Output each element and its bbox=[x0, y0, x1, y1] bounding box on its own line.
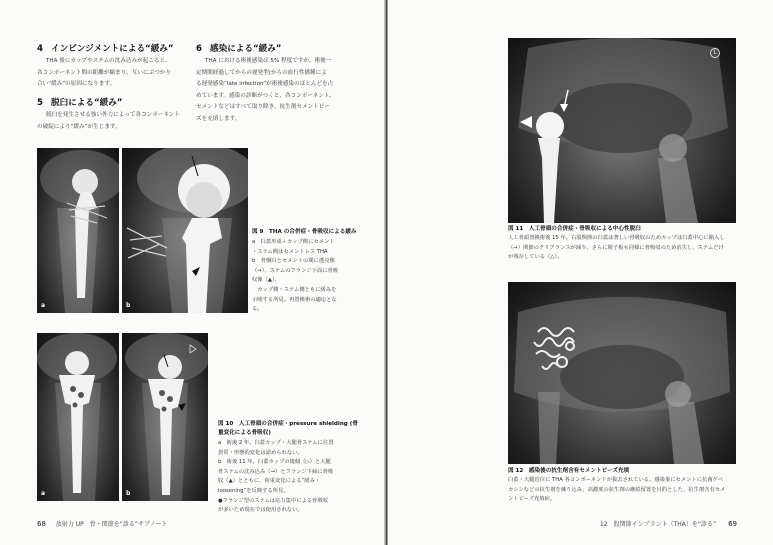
section-6-number: 6 bbox=[196, 44, 202, 54]
figure-9-caption-title: 図 9 THA の合併症・骨吸収による緩み bbox=[252, 229, 357, 235]
figure-9a-xray bbox=[37, 148, 119, 313]
right-page-number: 69 bbox=[728, 520, 737, 528]
right-page bbox=[388, 0, 773, 545]
section-4-number: 4 bbox=[37, 44, 43, 54]
figure-12-caption-title: 図 12 感染後の抗生剤含有セメントビーズ充填 bbox=[508, 468, 630, 474]
section-5-title: 脱臼による“緩み” bbox=[51, 98, 123, 108]
section-4-title: インピンジメントによる“緩み” bbox=[51, 44, 174, 54]
left-footer bbox=[37, 519, 167, 528]
figure-10b-label: b bbox=[126, 490, 131, 497]
figure-10a-xray bbox=[37, 333, 119, 501]
figure-9a-label: a bbox=[41, 302, 46, 309]
left-running-title: 放射力 UP 骨・関節を“診る”サブノート bbox=[55, 521, 168, 528]
section-5-body: 脱臼を発生させる強い外力によって各コンポーネント の破綻により“緩み”が生じます。 bbox=[37, 112, 180, 130]
figure-11-caption-title: 図 11 人工骨頭の合併症・骨吸収による中心性脱臼 bbox=[508, 226, 641, 232]
figure-9-caption-body: a 臼蓋形成＋カップ側にセメント ・ステム側はセメントレス THA b 骨盤臼とセメントの間に透亮像 （→）、ステムのフランジ下面に骨吸 収像（▲）。 カップ側・ステム側ともに緩みを 示唆する所見。再置換術の適応とな る。 bbox=[252, 239, 339, 313]
section-5-heading bbox=[37, 96, 122, 108]
left-page-number: 68 bbox=[37, 520, 46, 528]
left-page bbox=[0, 0, 384, 545]
section-5-number: 5 bbox=[37, 98, 43, 108]
figure-10-caption-body: a 術後 2 年。臼蓋カップ・大腿骨ステムに位置 異常・形態的変化は認められない。 b 術後 11 年。臼蓋カップの後傾（▷）と大腿 骨ステムの沈み込み（→）とフランジ下縁に骨吸 収（▲）とともに、荷重変化による“緩み・ loosening”を反映する所見。 ●フランジ型のステムは応力集中による骨吸収 が多いため現在では使用されない。 bbox=[218, 440, 334, 514]
figure-10a-label: a bbox=[41, 490, 46, 497]
figure-12-xray bbox=[508, 282, 736, 464]
section-4-body: THA 後にカップやステムの沈み込みが起こると、 各コンポーネント間の距離が縮まり、互いにぶつかり 合い“緩み”の原因になります。 bbox=[37, 58, 171, 88]
section-6-heading bbox=[196, 42, 281, 54]
figure-9b-label: b bbox=[126, 302, 131, 309]
figure-12-caption-body: 臼蓋・大腿近位に THA 各コンポーネントが抜去されている。感染巣にセメントに抗菌ゲベ カシンなどの抗生剤を練り込み、高濃度の抗生剤の継続留置を目的とした、抗生剤含有セメ ントビーズ充填症。 bbox=[508, 477, 726, 503]
figure-10b-xray bbox=[122, 333, 208, 501]
figure-10-caption-title: 図 10 人工骨頭の合併症・pressure shielding (骨 量変化による骨吸収) bbox=[218, 421, 358, 436]
section-4-heading bbox=[37, 42, 174, 54]
figure-9b-xray bbox=[122, 148, 248, 313]
figure-11-caption-body: 人工骨頭置換術後 15 年。右股関節の臼蓋は著しい骨吸収のためカップは臼蓋中心に陥入し （→）関節のクリアランスが減少、さらに脱子板も同様に骨吸収のため消失し、ステムだけ が残存している（△）。 bbox=[508, 235, 725, 261]
figure-11-side-badge: L bbox=[710, 48, 720, 58]
right-running-title: 12 股関節インプラント（THA）を“診る” bbox=[600, 521, 717, 528]
section-6-body: THA における術後感染は 5% 程度ですが、術後一 定期間経過してからの遅発型(からの血行性播種によ る遅発感染“late infection”が術後感染のほとんどを占 めています。感染の診断がつくと、各コンポーネント、 セメントなどはすべて取り除き、抗生剤セメントビー ズを充填します。 bbox=[196, 58, 335, 122]
right-footer bbox=[600, 519, 737, 528]
figure-11-xray bbox=[508, 38, 736, 223]
section-6-title: 感染による“緩み” bbox=[210, 44, 282, 54]
